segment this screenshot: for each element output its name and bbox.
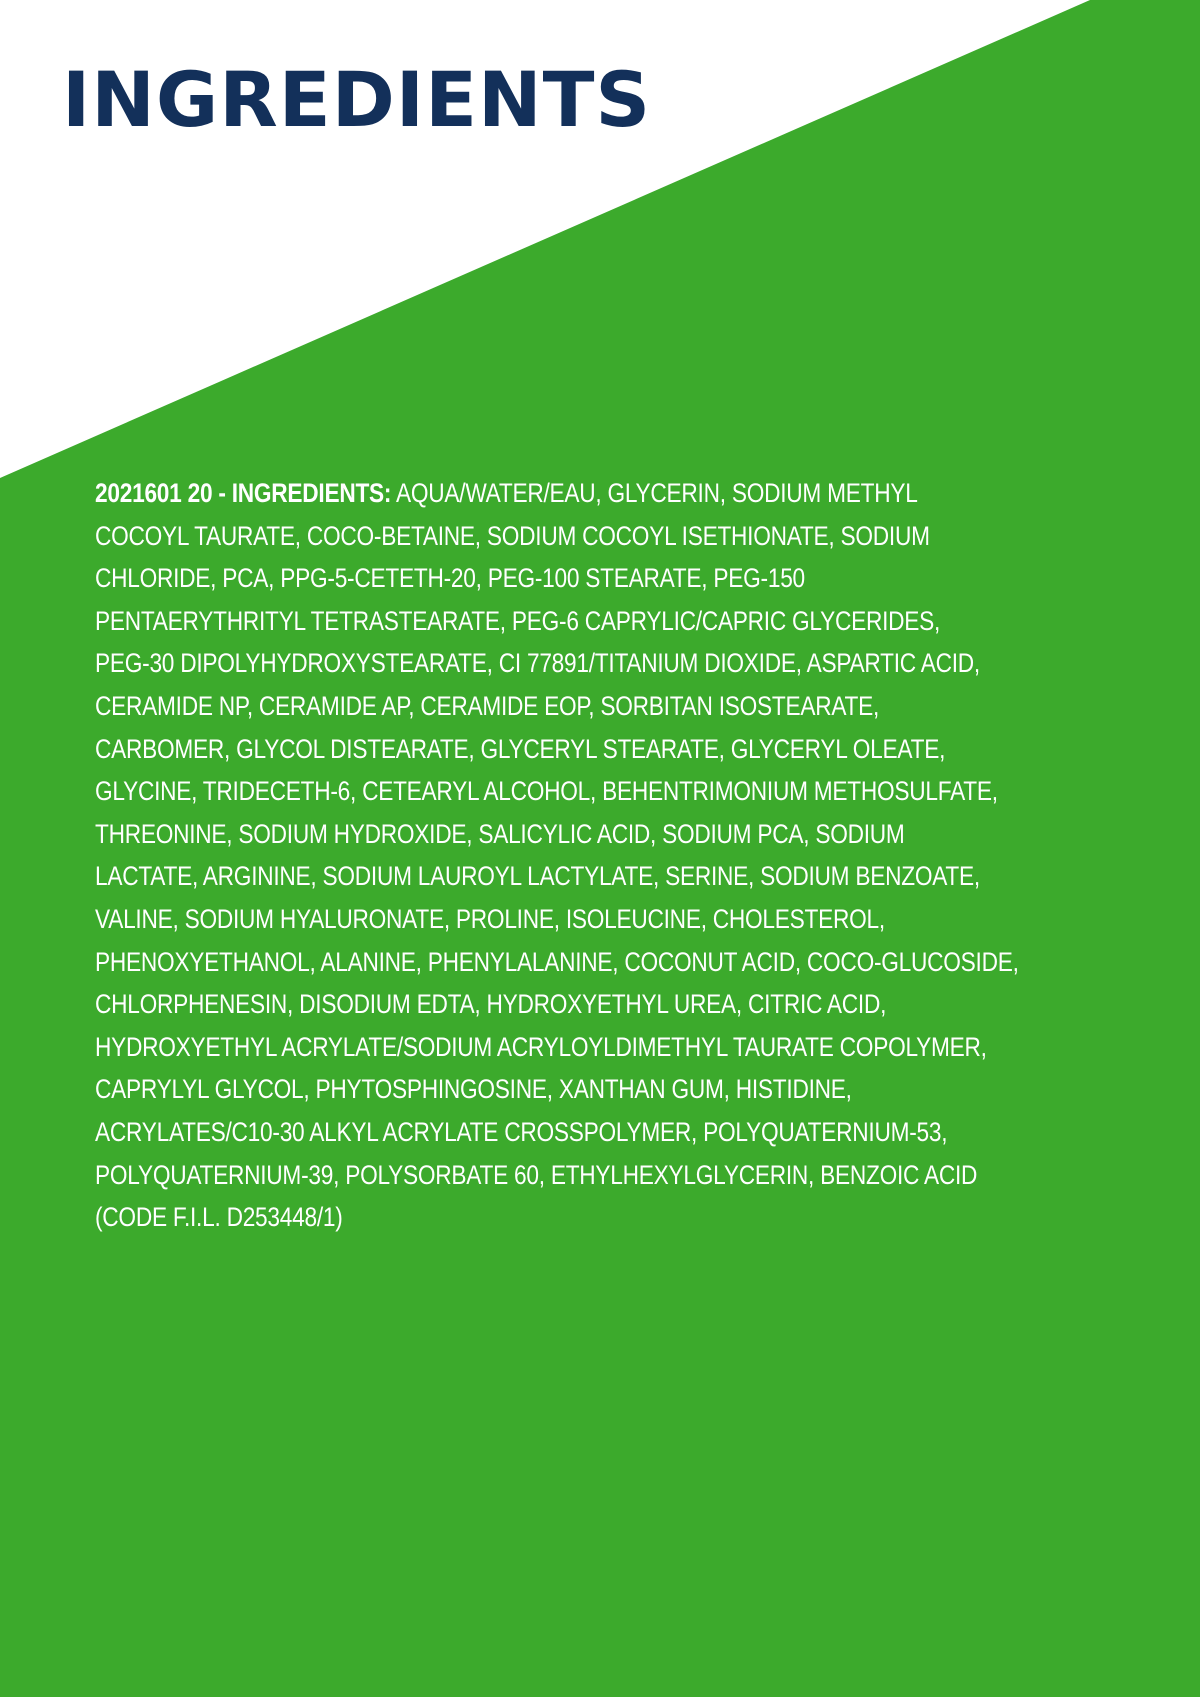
ingredients-line: GLYCINE, TRIDECETH-6, CETEARYL ALCOHOL, BEHENTRIMONIUM METHOSULFATE, bbox=[95, 776, 998, 807]
ingredients-line: CAPRYLYL GLYCOL, PHYTOSPHINGOSINE, XANTHAN GUM, HISTIDINE, bbox=[95, 1074, 852, 1105]
ingredients-line-text: AQUA/WATER/EAU, GLYCERIN, SODIUM METHYL bbox=[396, 478, 918, 508]
ingredients-line: CHLORPHENESIN, DISODIUM EDTA, HYDROXYETHYL UREA, CITRIC ACID, bbox=[95, 989, 887, 1020]
ingredients-line: CARBOMER, GLYCOL DISTEARATE, GLYCERYL STEARATE, GLYCERYL OLEATE, bbox=[95, 733, 946, 764]
ingredients-line: COCOYL TAURATE, COCO-BETAINE, SODIUM COCOYL ISETHIONATE, SODIUM bbox=[95, 520, 930, 551]
ingredients-line: PHENOXYETHANOL, ALANINE, PHENYLALANINE, COCONUT ACID, COCO-GLUCOSIDE, bbox=[95, 946, 1019, 977]
ingredients-line: PENTAERYTHRITYL TETRASTEARATE, PEG-6 CAPRYLIC/CAPRIC GLYCERIDES, bbox=[95, 605, 941, 636]
ingredients-line: HYDROXYETHYL ACRYLATE/SODIUM ACRYLOYLDIMETHYL TAURATE COPOLYMER, bbox=[95, 1031, 987, 1062]
ingredients-lead: 2021601 20 - INGREDIENTS: bbox=[95, 478, 392, 508]
ingredients-line: CHLORIDE, PCA, PPG-5-CETETH-20, PEG-100 STEARATE, PEG-150 bbox=[95, 563, 805, 594]
ingredients-line: (CODE F.I.L. D253448/1) bbox=[95, 1202, 343, 1233]
ingredients-list bbox=[95, 472, 1175, 1239]
page-title: INGREDIENTS bbox=[62, 55, 652, 144]
ingredients-line bbox=[95, 472, 1175, 515]
ingredients-line: POLYQUATERNIUM-39, POLYSORBATE 60, ETHYLHEXYLGLYCERIN, BENZOIC ACID bbox=[95, 1159, 978, 1190]
ingredients-line: PEG-30 DIPOLYHYDROXYSTEARATE, CI 77891/TITANIUM DIOXIDE, ASPARTIC ACID, bbox=[95, 648, 980, 679]
ingredients-line: LACTATE, ARGININE, SODIUM LAUROYL LACTYLATE, SERINE, SODIUM BENZOATE, bbox=[95, 861, 980, 892]
ingredients-line: CERAMIDE NP, CERAMIDE AP, CERAMIDE EOP, SORBITAN ISOSTEARATE, bbox=[95, 690, 880, 721]
ingredients-line: THREONINE, SODIUM HYDROXIDE, SALICYLIC ACID, SODIUM PCA, SODIUM bbox=[95, 818, 905, 849]
ingredients-line: ACRYLATES/C10-30 ALKYL ACRYLATE CROSSPOLYMER, POLYQUATERNIUM-53, bbox=[95, 1116, 948, 1147]
ingredients-line: VALINE, SODIUM HYALURONATE, PROLINE, ISOLEUCINE, CHOLESTEROL, bbox=[95, 903, 885, 934]
